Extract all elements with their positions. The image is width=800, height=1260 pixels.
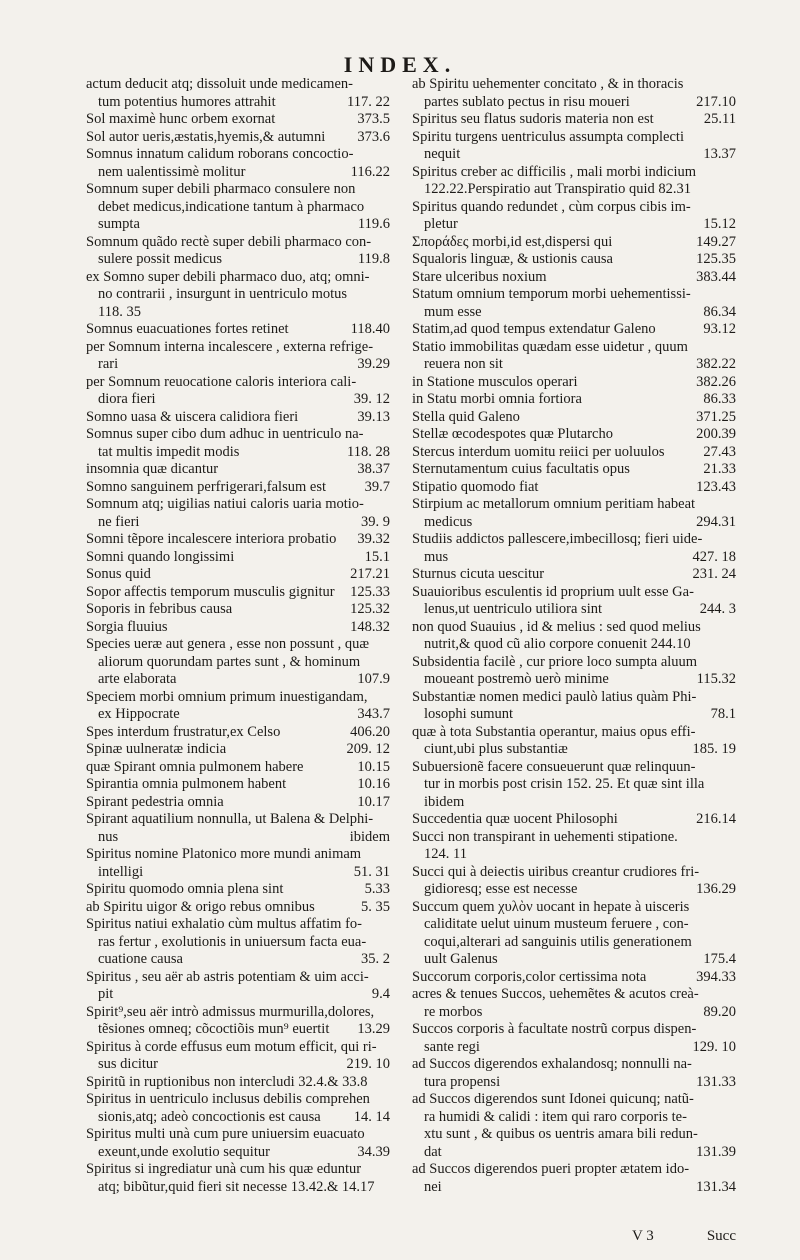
entry-line: Statio immobilitas quædam esse uidetur , quum bbox=[412, 338, 688, 355]
entry-line: ad Succos digerendos pueri propter ætatem ido- bbox=[412, 1161, 690, 1177]
page-reference: 35. 2 bbox=[357, 951, 390, 969]
entry-line: ra humidi & calidi : item qui raro corporis te- bbox=[424, 1108, 687, 1125]
index-entry bbox=[86, 601, 390, 619]
entry-line: Sol maximè hunc orbem exornat bbox=[86, 111, 276, 127]
entry-line: Statim,ad quod tempus extendatur Galeno bbox=[412, 321, 656, 337]
page-reference: 219. 10 bbox=[343, 1056, 391, 1074]
entry-line: caliditate uelut uinum musteum feruere , con- bbox=[424, 916, 689, 932]
index-entry bbox=[412, 654, 736, 689]
index-entry bbox=[412, 759, 736, 812]
index-entry bbox=[86, 111, 390, 129]
page-reference: 148.32 bbox=[346, 619, 390, 637]
index-entry bbox=[412, 269, 736, 287]
entry-line: Spiritu turgens uentriculus assumpta complecti bbox=[412, 128, 684, 145]
entry-line: partes sublato pectus in risu moueri bbox=[424, 93, 630, 110]
entry-line: Spiritus natiui exhalatio cùm multus affatim fo- bbox=[86, 916, 362, 932]
entry-line: Somni tẽpore incalescere interiora probatio bbox=[86, 531, 337, 547]
page-reference: 39.7 bbox=[361, 479, 390, 497]
entry-line: Subsidentia facilè , cur priore loco sumpta aluum bbox=[412, 653, 698, 670]
entry-line: Subuersionẽ facere consueuerunt quæ relinquun- bbox=[412, 758, 696, 775]
entry-line: Somnus super cibo dum adhuc in uentriculo na- bbox=[86, 426, 364, 442]
index-entry bbox=[86, 759, 390, 777]
entry-line: Spirantia omnia pulmonem habent bbox=[86, 776, 287, 792]
page-reference: 34.39 bbox=[353, 1144, 390, 1162]
index-entry bbox=[412, 1161, 736, 1196]
entry-line: pletur bbox=[424, 216, 458, 232]
page-reference: 21.33 bbox=[699, 461, 736, 479]
index-entry bbox=[86, 339, 390, 374]
page-reference: 343.7 bbox=[353, 706, 390, 724]
index-entry bbox=[412, 164, 736, 199]
index-entry bbox=[86, 1091, 390, 1126]
index-entry bbox=[412, 531, 736, 566]
entry-line: Sol autor ueris,æstatis,hyemis,& autumni bbox=[86, 128, 326, 145]
index-entry bbox=[412, 724, 736, 759]
entry-line: Soporis in febribus causa bbox=[86, 601, 233, 617]
page-reference: 107.9 bbox=[353, 671, 390, 689]
entry-line: lenus,ut uentriculo utiliora sint bbox=[424, 601, 603, 617]
entry-line: per Somnum reuocatione caloris interiora cali- bbox=[86, 373, 357, 390]
page-reference: 125.35 bbox=[692, 251, 736, 269]
index-entry bbox=[86, 1039, 390, 1074]
index-entry bbox=[86, 479, 390, 497]
page-reference: 394.33 bbox=[692, 969, 736, 987]
page-reference: 383.44 bbox=[692, 269, 736, 287]
index-entry bbox=[86, 916, 390, 969]
page-reference: 200.39 bbox=[692, 426, 736, 444]
index-entry bbox=[86, 566, 390, 584]
entry-line: Stercus interdum uomitu reiici per uoluulos bbox=[412, 443, 665, 460]
page-reference: 175.4 bbox=[699, 951, 736, 969]
page-reference: 14. 14 bbox=[350, 1109, 390, 1127]
entry-line: cuatione causa bbox=[98, 951, 183, 967]
page-reference: 86.34 bbox=[699, 304, 736, 322]
entry-line: quæ Spirant omnia pulmonem habere bbox=[86, 758, 304, 775]
page-reference: 117. 22 bbox=[343, 94, 390, 112]
index-entry bbox=[412, 251, 736, 269]
index-entry bbox=[412, 584, 736, 619]
entry-line: Spiritus , seu aër ab astris potentiam & uim acci- bbox=[86, 968, 369, 985]
index-entry bbox=[412, 811, 736, 829]
page-reference: 373.6 bbox=[353, 129, 390, 147]
index-entry bbox=[412, 111, 736, 129]
entry-line: Somnum atq; uigilias natiui caloris uaria motio- bbox=[86, 496, 364, 512]
entry-line: insomnia quæ dicantur bbox=[86, 461, 219, 477]
page-reference: 78.1 bbox=[707, 706, 736, 724]
page-reference: 15.1 bbox=[361, 549, 390, 567]
signature-mark: V 3 bbox=[632, 1228, 654, 1244]
entry-line: Spiritus creber ac difficilis , mali morbi indicium bbox=[412, 163, 697, 180]
entry-line: Succorum corporis,color certissima nota bbox=[412, 968, 647, 985]
index-entry bbox=[86, 741, 390, 759]
entry-line: Somno sanguinem perfrigerari,falsum est bbox=[86, 478, 326, 495]
entry-line: nem ualentissimè molitur bbox=[98, 163, 246, 180]
entry-line: Spes interdum frustratur,ex Celso bbox=[86, 723, 281, 740]
index-entry bbox=[86, 724, 390, 742]
page-reference: 39.29 bbox=[353, 356, 390, 374]
index-entry bbox=[412, 374, 736, 392]
page-reference: 125.32 bbox=[346, 601, 390, 619]
entry-line: in Statu morbi omnia fortiora bbox=[412, 391, 582, 407]
entry-line: moueant postremò uerò minime bbox=[424, 671, 609, 687]
entry-line: uult Galenus bbox=[424, 951, 498, 967]
entry-line: 118. 35 bbox=[98, 303, 141, 320]
index-entry bbox=[412, 444, 736, 462]
entry-line: atq; bibũtur,quid fieri sit necesse 13.42.& 14.17 bbox=[98, 1178, 375, 1195]
entry-line: actum deducit atq; dissoluit unde medicamen- bbox=[86, 76, 353, 92]
entry-line: xtu sunt , & quibus os uentris amara bili redun- bbox=[424, 1126, 698, 1142]
entry-line: 124. 11 bbox=[424, 846, 467, 862]
entry-line: Spiritu quomodo omnia plena sint bbox=[86, 881, 284, 897]
entry-line: Spiritus multi unà cum pure uniuersim euacuato bbox=[86, 1126, 365, 1142]
page-reference: 371.25 bbox=[692, 409, 736, 427]
index-entry bbox=[412, 829, 736, 864]
index-entry bbox=[86, 811, 390, 846]
entry-line: Substantiæ nomen medici paulò latius quàm Phi- bbox=[412, 688, 697, 705]
page-reference: ibidem bbox=[346, 829, 390, 847]
page-reference: 131.39 bbox=[692, 1144, 736, 1162]
entry-line: tum potentius humores attrahit bbox=[98, 93, 276, 110]
entry-line: Sonus quid bbox=[86, 566, 151, 582]
entry-line: nutrit,& quod cũ alio corpore conuenit 244.10 bbox=[424, 636, 691, 652]
entry-line: Spinæ uulneratæ indicia bbox=[86, 741, 227, 757]
entry-line: Spiritus in uentriculo inclusus debilis comprehen bbox=[86, 1091, 370, 1107]
index-entry bbox=[86, 549, 390, 567]
page-reference: 217.10 bbox=[692, 94, 736, 112]
entry-line: no contrarii , insurgunt in uentriculo motus bbox=[98, 286, 348, 302]
page-reference: 116.22 bbox=[347, 164, 390, 182]
index-entry bbox=[86, 619, 390, 637]
page-reference: 136.29 bbox=[692, 881, 736, 899]
entry-line: Sorgia fluuius bbox=[86, 618, 168, 635]
index-entry bbox=[412, 391, 736, 409]
entry-line: Spiritũ in ruptionibus non intercludi 32.4.& 33.8 bbox=[86, 1073, 368, 1090]
entry-line: sionis,atq; adeò concoctionis est causa bbox=[98, 1108, 321, 1125]
index-entry bbox=[412, 566, 736, 584]
page-reference: 185. 19 bbox=[689, 741, 737, 759]
page-reference: 27.43 bbox=[699, 444, 736, 462]
page-reference: 129. 10 bbox=[689, 1039, 737, 1057]
entry-line: Succi qui à deiectis uiribus creantur crudiores fri- bbox=[412, 863, 700, 880]
page-reference: 15.12 bbox=[699, 216, 736, 234]
index-entry bbox=[86, 1126, 390, 1161]
page-reference: 118. 28 bbox=[343, 444, 390, 462]
catchword: Succ bbox=[706, 1228, 736, 1244]
entry-line: tura propensi bbox=[424, 1073, 501, 1090]
entry-line: reuera non sit bbox=[424, 356, 503, 372]
entry-line: Squaloris linguæ, & ustionis causa bbox=[412, 251, 613, 267]
page-reference: 10.17 bbox=[353, 794, 390, 812]
entry-line: Somnus innatum calidum roborans concoctio- bbox=[86, 146, 354, 162]
entry-line: sus dicitur bbox=[98, 1056, 159, 1072]
entry-line: per Somnum interna incalescere , externa refrige- bbox=[86, 338, 374, 355]
page-reference: 244. 3 bbox=[696, 601, 736, 619]
page-reference: 123.43 bbox=[692, 479, 736, 497]
entry-line: mum esse bbox=[424, 303, 482, 320]
page-reference: 149.27 bbox=[692, 234, 736, 252]
index-entry bbox=[412, 426, 736, 444]
index-entry bbox=[86, 1074, 390, 1092]
entry-line: losophi sumunt bbox=[424, 706, 514, 722]
entry-line: Spirant aquatilium nonnulla, ut Balena & Delphi- bbox=[86, 811, 374, 827]
entry-line: Stipatio quomodo fiat bbox=[412, 478, 539, 495]
index-entry bbox=[412, 409, 736, 427]
index-entry bbox=[86, 881, 390, 899]
entry-line: sulere possit medicus bbox=[98, 251, 223, 267]
entry-line: Σποράδες morbi,id est,dispersi qui bbox=[412, 233, 613, 250]
index-entry bbox=[412, 234, 736, 252]
index-entry bbox=[412, 864, 736, 899]
entry-line: ab Spiritu uehementer concitato , & in thoracis bbox=[412, 76, 684, 92]
entry-line: medicus bbox=[424, 513, 473, 530]
index-entry bbox=[412, 689, 736, 724]
page-reference: 382.22 bbox=[692, 356, 736, 374]
entry-line: Stella quid Galeno bbox=[412, 408, 520, 425]
entry-line: Somni quando longissimi bbox=[86, 548, 235, 565]
entry-line: Statum omnium temporum morbi uehementissi- bbox=[412, 286, 691, 302]
entry-line: pit bbox=[98, 986, 114, 1002]
index-entry bbox=[412, 461, 736, 479]
page-reference: 373.5 bbox=[353, 111, 390, 129]
entry-line: aliorum quorundam partes sunt , & hominum bbox=[98, 653, 361, 670]
page-reference: 5.33 bbox=[361, 881, 390, 899]
entry-line: arte elaborata bbox=[98, 671, 177, 687]
index-entry bbox=[86, 234, 390, 269]
index-entry bbox=[86, 794, 390, 812]
entry-line: ibidem bbox=[424, 793, 465, 810]
entry-line: ras fertur , exolutionis in uniuersum facta eua- bbox=[98, 933, 367, 950]
entry-line: ne fieri bbox=[98, 513, 140, 530]
page-reference: 209. 12 bbox=[343, 741, 391, 759]
entry-line: nus bbox=[98, 828, 119, 845]
entry-line: gidioresq; esse est necesse bbox=[424, 881, 578, 897]
page-reference: 427. 18 bbox=[689, 549, 737, 567]
index-entry bbox=[86, 426, 390, 461]
page-reference: 93.12 bbox=[699, 321, 736, 339]
page-reference: 38.37 bbox=[353, 461, 390, 479]
page-reference: 131.34 bbox=[692, 1179, 736, 1197]
page-reference: 39.32 bbox=[353, 531, 390, 549]
right-column bbox=[412, 76, 736, 1196]
entry-line: Sturnus cicuta uescitur bbox=[412, 566, 545, 582]
page-reference: 25.11 bbox=[700, 111, 736, 129]
index-entry bbox=[86, 321, 390, 339]
index-entry bbox=[86, 531, 390, 549]
page-reference: 13.29 bbox=[353, 1021, 390, 1039]
entry-line: Somnum super debili pharmaco consulere non bbox=[86, 181, 356, 197]
entry-line: diora fieri bbox=[98, 391, 156, 407]
entry-line: Spirit⁹,seu aër intrò admissus murmurilla,dolores, bbox=[86, 1003, 375, 1020]
index-entry bbox=[86, 409, 390, 427]
entry-line: sumpta bbox=[98, 216, 140, 232]
entry-line: Speciem morbi omnium primum inuestigandam, bbox=[86, 688, 368, 705]
page-reference: 118.40 bbox=[347, 321, 390, 339]
index-entry bbox=[86, 1161, 390, 1196]
index-entry bbox=[86, 129, 390, 147]
page-reference: 382.26 bbox=[692, 374, 736, 392]
entry-line: Suauioribus esculentis id proprium uult esse Ga- bbox=[412, 583, 694, 600]
page-reference: 10.16 bbox=[353, 776, 390, 794]
entry-line: ciunt,ubi plus substantiæ bbox=[424, 741, 568, 757]
index-entry bbox=[412, 1021, 736, 1056]
entry-line: non quod Suauius , id & melius : sed quod melius bbox=[412, 618, 701, 635]
index-entry bbox=[86, 269, 390, 322]
entry-line: sante regi bbox=[424, 1038, 480, 1055]
entry-line: Stellæ œcodespotes quæ Plutarcho bbox=[412, 426, 613, 442]
entry-line: tur in morbis post crisin 152. 25. Et quæ sint illa bbox=[424, 776, 705, 792]
entry-line: dat bbox=[424, 1143, 442, 1160]
entry-line: Spirant pedestria omnia bbox=[86, 793, 224, 810]
page-reference: 13.37 bbox=[699, 146, 736, 164]
left-column bbox=[86, 76, 390, 1196]
entry-line: Spiritus à corde effusus eum motum efficit, qui ri- bbox=[86, 1038, 377, 1055]
index-entry bbox=[86, 146, 390, 181]
entry-line: Succedentia quæ uocent Philosophi bbox=[412, 811, 618, 827]
index-entry bbox=[86, 584, 390, 602]
index-entry bbox=[412, 1091, 736, 1161]
entry-line: ad Succos digerendos exhalandosq; nonnulli na- bbox=[412, 1056, 692, 1072]
entry-line: quæ à tota Substantia operantur, maius opus effi- bbox=[412, 723, 696, 740]
entry-line: Spiritus nomine Platonico more mundi animam bbox=[86, 846, 362, 862]
entry-line: Succos corporis à facultate nostrũ corpus dispen- bbox=[412, 1021, 697, 1037]
index-entry bbox=[86, 76, 390, 111]
entry-line: Studiis addictos pallescere,imbecillosq; fieri uide- bbox=[412, 531, 703, 547]
index-entry bbox=[412, 76, 736, 111]
entry-line: Stare ulceribus noxium bbox=[412, 268, 547, 285]
index-entry bbox=[86, 181, 390, 234]
page-reference: 119.8 bbox=[354, 251, 390, 269]
index-entry bbox=[412, 619, 736, 654]
index-entry bbox=[86, 496, 390, 531]
entry-line: mus bbox=[424, 548, 449, 565]
page-reference: 406.20 bbox=[346, 724, 390, 742]
page-reference: 5. 35 bbox=[357, 899, 390, 917]
page-reference: 131.33 bbox=[692, 1074, 736, 1092]
entry-line: rari bbox=[98, 356, 119, 372]
page-footer bbox=[412, 1228, 736, 1250]
index-entry bbox=[86, 969, 390, 1004]
entry-line: tat multis impedit modis bbox=[98, 443, 240, 460]
entry-line: tẽsiones omneq; cõcoctiõis mun⁹ euertit bbox=[98, 1021, 330, 1037]
entry-line: Succi non transpirant in uehementi stipatione. bbox=[412, 828, 678, 845]
entry-line: Spiritus seu flatus sudoris materia non est bbox=[412, 111, 654, 127]
entry-line: ex Somno super debili pharmaco duo, atq; omni- bbox=[86, 268, 370, 285]
index-entry bbox=[86, 846, 390, 881]
index-entry bbox=[86, 1004, 390, 1039]
entry-line: intelligi bbox=[98, 863, 144, 880]
entry-line: in Statione musculos operari bbox=[412, 373, 578, 390]
index-entry bbox=[86, 776, 390, 794]
entry-line: acres & tenues Succos, uehemẽtes & acutos creà- bbox=[412, 986, 699, 1002]
page-reference: 119.6 bbox=[354, 216, 390, 234]
index-entry bbox=[412, 986, 736, 1021]
index-entry bbox=[412, 199, 736, 234]
index-entry bbox=[412, 286, 736, 321]
entry-line: exeunt,unde exolutio sequitur bbox=[98, 1143, 270, 1160]
entry-line: Succum quem χυλὸν uocant in hepate à uisceris bbox=[412, 898, 690, 915]
entry-line: 122.22.Perspiratio aut Transpiratio quid 82.31 bbox=[424, 181, 692, 197]
page-reference: 86.33 bbox=[699, 391, 736, 409]
index-entry bbox=[412, 969, 736, 987]
entry-line: re morbos bbox=[424, 1003, 483, 1020]
page-reference: 217.21 bbox=[346, 566, 390, 584]
page-reference: 89.20 bbox=[699, 1004, 736, 1022]
entry-line: Somno uasa & uiscera calidiora fieri bbox=[86, 408, 299, 425]
index-entry bbox=[412, 321, 736, 339]
entry-line: Spiritus quando redundet , cùm corpus cibis im- bbox=[412, 198, 691, 215]
page-reference: 9.4 bbox=[368, 986, 390, 1004]
index-entry bbox=[412, 129, 736, 164]
index-entry bbox=[412, 899, 736, 969]
page-header: INDEX. bbox=[343, 52, 457, 77]
index-entry bbox=[86, 899, 390, 917]
index-entry bbox=[412, 339, 736, 374]
index-entry bbox=[412, 496, 736, 531]
page-reference: 39. 12 bbox=[350, 391, 390, 409]
entry-line: nei bbox=[424, 1178, 442, 1195]
index-entry bbox=[412, 479, 736, 497]
page-reference: 115.32 bbox=[693, 671, 736, 689]
index-entry bbox=[86, 461, 390, 479]
entry-line: nequit bbox=[424, 146, 461, 162]
index-entry bbox=[86, 374, 390, 409]
index-entry bbox=[86, 636, 390, 689]
index-entry bbox=[412, 1056, 736, 1091]
entry-line: ex Hippocrate bbox=[98, 706, 180, 722]
entry-line: Somnus euacuationes fortes retinet bbox=[86, 321, 289, 337]
entry-line: Species ueræ aut genera , esse non possunt , quæ bbox=[86, 636, 370, 652]
entry-line: debet medicus,indicatione tantum à pharmaco bbox=[98, 198, 365, 215]
page-reference: 294.31 bbox=[692, 514, 736, 532]
page-reference: 51. 31 bbox=[350, 864, 390, 882]
index-entry bbox=[86, 689, 390, 724]
entry-line: Stirpium ac metallorum omnium peritiam habeat bbox=[412, 496, 696, 512]
entry-line: Spiritus si ingrediatur unà cum his quæ eduntur bbox=[86, 1161, 362, 1177]
entry-line: ab Spiritu uigor & origo rebus omnibus bbox=[86, 898, 315, 915]
entry-line: Sopor affectis temporum musculis gignitur bbox=[86, 583, 335, 600]
entry-line: ad Succos digerendos sunt Idonei quicunq; natũ- bbox=[412, 1091, 694, 1107]
page-reference: 125.33 bbox=[346, 584, 390, 602]
page-reference: 231. 24 bbox=[689, 566, 737, 584]
page-reference: 39.13 bbox=[353, 409, 390, 427]
entry-line: coqui,alterari ad sanguinis utilis generationem bbox=[424, 933, 692, 950]
page-reference: 216.14 bbox=[692, 811, 736, 829]
entry-line: Somnum quãdo rectè super debili pharmaco con- bbox=[86, 233, 372, 250]
page-reference: 10.15 bbox=[353, 759, 390, 777]
entry-line: Sternutamentum cuius facultatis opus bbox=[412, 461, 630, 477]
page-reference: 39. 9 bbox=[357, 514, 390, 532]
